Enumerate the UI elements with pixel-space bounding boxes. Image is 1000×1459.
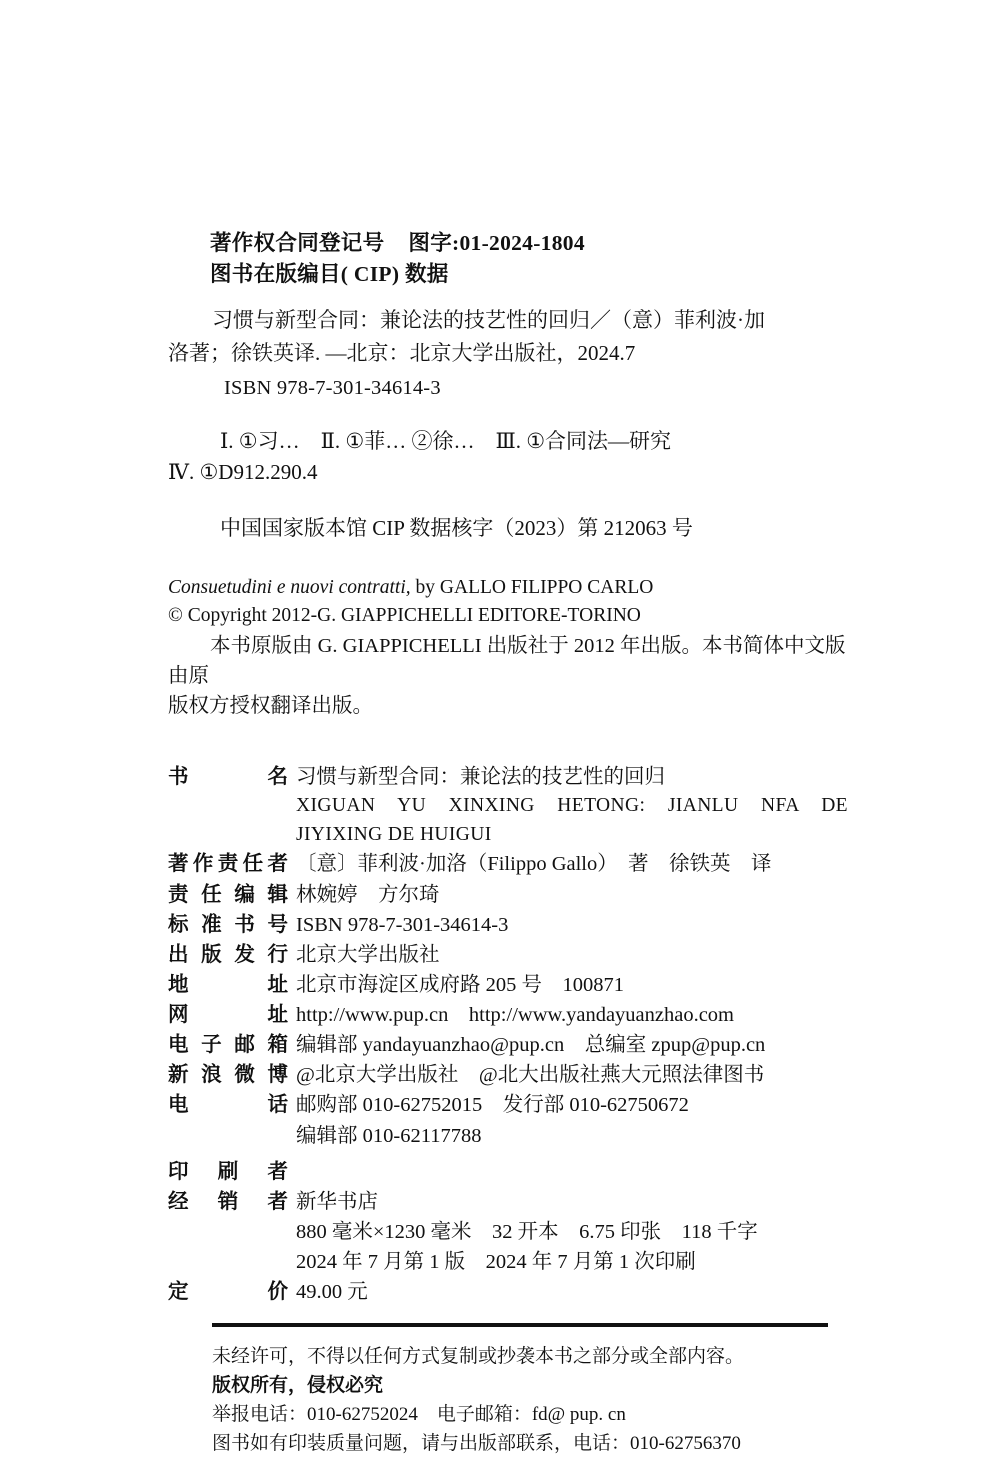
copy-notice: 未经许可，不得以任何方式复制或抄袭本书之部分或全部内容。: [212, 1346, 745, 1368]
row-value-distributor: [296, 1187, 848, 1277]
row-value-website: [296, 1000, 848, 1030]
quality-contact-line: 图书如有印装质量问题，请与出版部联系，电话：010-62756370: [212, 1432, 741, 1454]
contract-registration-number: 图字:01-2024-1804: [408, 231, 585, 255]
cip-classification-line-2: Ⅳ. ①D912.290.4: [168, 459, 318, 484]
table-row-weibo: [168, 1060, 848, 1090]
table-row-isbn: [168, 910, 848, 940]
table-row-distributor: [168, 1187, 848, 1277]
cip-isbn: ISBN 978-7-301-34614-3: [224, 377, 441, 400]
publication-details-table: [168, 762, 848, 1307]
row-value-isbn: [296, 910, 848, 940]
row-label-price: 定 价: [168, 1281, 288, 1304]
horizontal-divider: [212, 1323, 828, 1327]
row-label-address: 地 址: [168, 973, 288, 996]
row-label-weibo: 新 浪 微 博: [168, 1064, 288, 1087]
publisher-name: 北京大学出版社: [296, 943, 440, 966]
publisher-weibo-accounts[interactable]: @北京大学出版社 @北大出版社燕大元照法律图书: [296, 1064, 765, 1087]
table-row-website: [168, 1000, 848, 1030]
book-title-chinese: 习惯与新型合同：兼论法的技艺性的回归: [296, 765, 665, 788]
table-row-publisher: [168, 940, 848, 970]
row-value-phone: [296, 1090, 848, 1150]
table-row-email: [168, 1030, 848, 1060]
cip-title-line-2: 洛著；徐铁英译. —北京：北京大学出版社，2024.7: [168, 341, 636, 366]
row-value-weibo: [296, 1060, 848, 1090]
publisher-address: 北京市海淀区成府路 205 号 100871: [296, 973, 624, 996]
row-value-price: [296, 1277, 848, 1307]
footer-block: [212, 1343, 848, 1459]
original-note-line-2: 版权方授权翻译出版。: [168, 695, 373, 718]
row-value-publisher: [296, 940, 848, 970]
row-label-book-title: 书 名: [168, 765, 288, 788]
original-italian-title: Consuetudini e nuovi contratti,: [168, 576, 411, 598]
row-value-author: [296, 849, 848, 879]
cip-classification-line-1: Ⅰ. ①习… Ⅱ. ①菲… ②徐… Ⅲ. ①合同法—研究: [220, 428, 672, 453]
original-title-line: [168, 574, 848, 602]
row-value-email: [296, 1030, 848, 1060]
phone-line-2: 编辑部 010-62117788: [296, 1124, 482, 1147]
book-title-pinyin-line-1: XIGUAN YU XINXING HETONG: JIANLU NFA DE: [296, 795, 848, 817]
table-row-address: [168, 970, 848, 1000]
original-edition-block: [168, 574, 848, 722]
cip-classification-block: [168, 426, 848, 488]
responsible-editors: 林婉婷 方尔琦: [296, 883, 440, 906]
row-label-editor: 责 任 编 辑: [168, 883, 288, 906]
row-label-email: 电 子 邮 箱: [168, 1034, 288, 1057]
page-content: [168, 228, 848, 1459]
isbn-value: ISBN 978-7-301-34614-3: [296, 913, 509, 936]
cip-title-line-1: 习惯与新型合同：兼论法的技艺性的回归／（意）菲利波·加: [212, 308, 765, 333]
author-translator: 〔意〕菲利波·加洛（Filippo Gallo） 著 徐铁英 译: [296, 853, 772, 876]
rights-reserved-statement: 版权所有，侵权必究: [212, 1375, 384, 1397]
report-contact-line: 举报电话：010-62752024 电子邮箱：fd@ pup. cn: [212, 1404, 626, 1426]
price-value: 49.00 元: [296, 1281, 368, 1304]
row-value-address: [296, 970, 848, 1000]
row-label-printer: 印 刷 者: [168, 1160, 288, 1183]
cip-data-label: 图书在版编目( CIP) 数据: [210, 261, 449, 286]
original-note-line-1: 本书原版由 G. GIAPPICHELLI 出版社于 2012 年出版。本书简体中文版由原: [168, 635, 846, 688]
row-value-editor: [296, 880, 848, 910]
row-value-book-title: [296, 762, 848, 849]
row-label-website: 网 址: [168, 1004, 288, 1027]
cip-record-block: [168, 305, 848, 403]
original-italian-author: by GALLO FILIPPO CARLO: [415, 576, 654, 598]
row-label-phone: 电 话: [168, 1094, 288, 1117]
book-specifications: 880 毫米×1230 毫米 32 开本 6.75 印张 118 千字: [296, 1220, 758, 1243]
row-label-author: 著 作 责 任 者: [168, 853, 288, 876]
phone-line-1: 邮购部 010-62752015 发行部 010-62750672: [296, 1094, 689, 1117]
table-row-price: [168, 1277, 848, 1307]
original-copyright-line: © Copyright 2012-G. GIAPPICHELLI EDITORE-TORINO: [168, 604, 641, 626]
original-note-block: [168, 632, 848, 722]
publisher-emails[interactable]: 编辑部 yandayuanzhao@pup.cn 总编室 zpup@pup.cn: [296, 1034, 766, 1057]
table-row-book-title: [168, 762, 848, 849]
row-label-publisher: 出 版 发 行: [168, 943, 288, 966]
table-row-editor: [168, 880, 848, 910]
edition-printing-info: 2024 年 7 月第 1 版 2024 年 7 月第 1 次印刷: [296, 1251, 696, 1274]
cip-reference-number: 中国国家版本馆 CIP 数据核字（2023）第 212063 号: [220, 515, 693, 540]
copyright-contract-line: [210, 228, 848, 259]
table-row-phone: [168, 1090, 848, 1150]
row-value-printer: [296, 1157, 848, 1187]
cip-heading-block: [168, 228, 848, 289]
table-row-printer: [168, 1157, 848, 1187]
row-label-isbn: 标 准 书 号: [168, 913, 288, 936]
book-title-pinyin-line-2: JIYIXING DE HUIGUI: [296, 823, 492, 845]
row-label-distributor: 经 销 者: [168, 1190, 288, 1213]
distributor-name: 新华书店: [296, 1190, 378, 1213]
table-row-author: [168, 849, 848, 879]
contract-registration-label: 著作权合同登记号: [210, 231, 385, 255]
publisher-websites[interactable]: http://www.pup.cn http://www.yandayuanzhao.com: [296, 1004, 735, 1027]
